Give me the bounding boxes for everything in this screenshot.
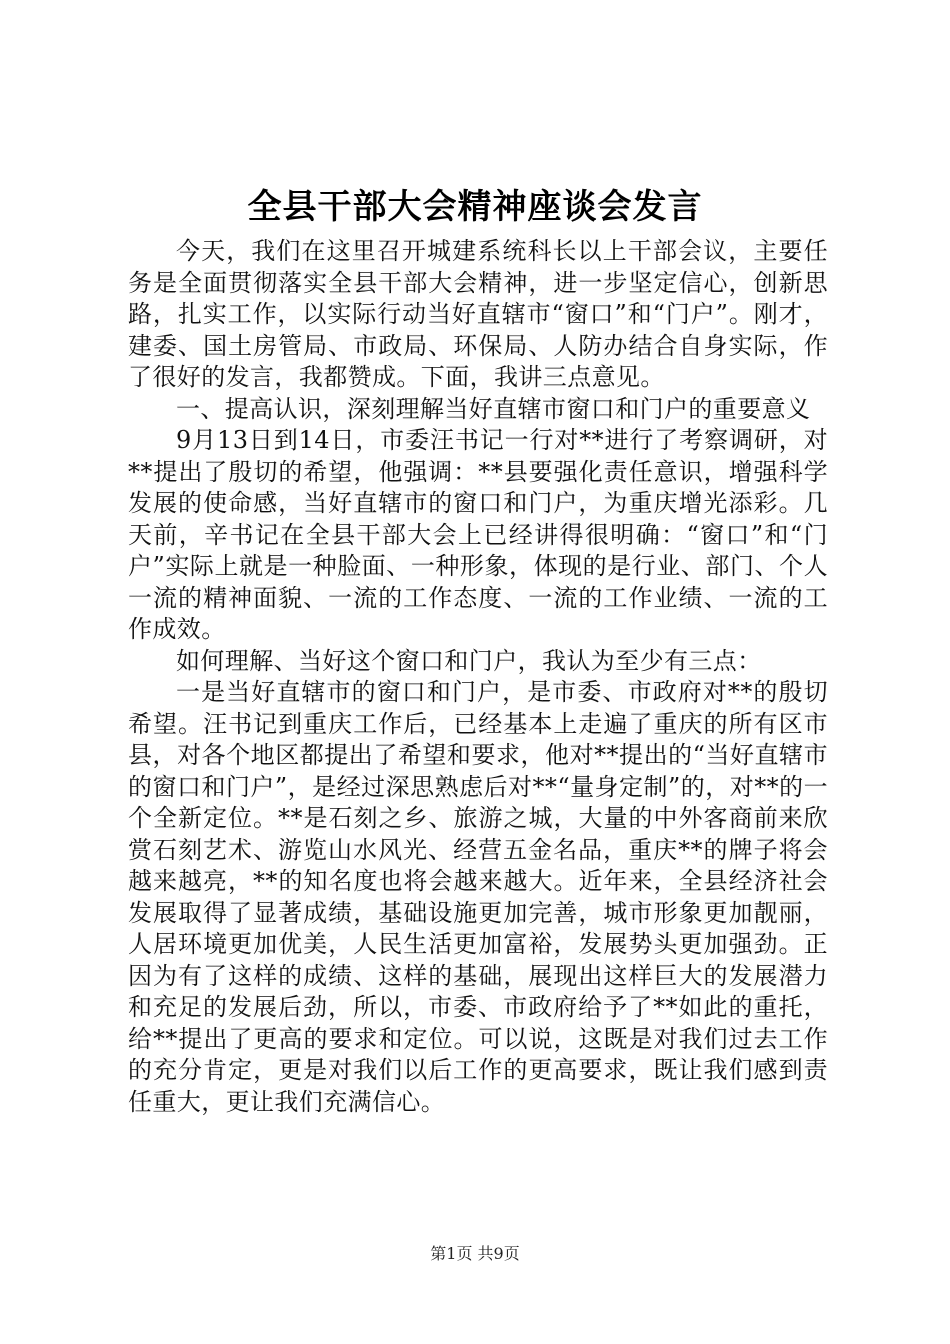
page-number-footer: 第1页 共9页	[430, 1244, 520, 1263]
document-title: 全县干部大会精神座谈会发言	[247, 187, 703, 227]
paragraph-three-points: 如何理解、当好这个窗口和门户，我认为至少有三点：	[176, 646, 762, 675]
document-body	[128, 236, 828, 1118]
paragraph-point-one: 一是当好直辖市的窗口和门户，是市委、市政府对**的殷切希望。汪书记到重庆工作后，已经基本上走遍了重庆的所有区市县，对各个地区都提出了希望和要求，他对**提出的“当好直辖市的窗口和门户”，是经过深思熟虑后对**“量身定制”的，对**的一个全新定位。**是石刻之乡、旅游之城，大量的中外客商前来欣赏石刻艺术、游览山水风光、经营五金名品，重庆**的牌子将会越来越亮，**的知名度也将会越来越大。近年来，全县经济社会发展取得了显著成绩，基础设施更加完善，城市形象更加靓丽，人居环境更加优美，人民生活更加富裕，发展势头更加强劲。正因为有了这样的成绩、这样的基础，展现出这样巨大的发展潜力和充足的发展后劲，所以，市委、市政府给予了**如此的重托，给**提出了更高的要求和定位。可以说，这既是对我们过去工作的充分肯定，更是对我们以后工作的更高要求，既让我们感到责任重大，更让我们充满信心。	[128, 678, 828, 1116]
section-heading-1: 一、提高认识，深刻理解当好直辖市窗口和门户的重要意义	[176, 394, 811, 423]
paragraph-intro: 今天，我们在这里召开城建系统科长以上干部会议，主要任务是全面贯彻落实全县干部大会精神，进一步坚定信心，创新思路，扎实工作，以实际行动当好直辖市“窗口”和“门户”。刚才，建委、国土房管局、市政局、环保局、人防办结合自身实际，作了很好的发言，我都赞成。下面，我讲三点意见。	[128, 237, 828, 391]
paragraph-inspection: 9月13日到14日，市委汪书记一行对**进行了考察调研，对**提出了殷切的希望，他强调：**县要强化责任意识，增强科学发展的使命感，当好直辖市的窗口和门户，为重庆增光添彩。几天前，辛书记在全县干部大会上已经讲得很明确：“窗口”和“门户”实际上就是一种脸面、一种形象，体现的是行业、部门、个人一流的精神面貌、一流的工作态度、一流的工作业绩、一流的工作成效。	[128, 426, 828, 643]
